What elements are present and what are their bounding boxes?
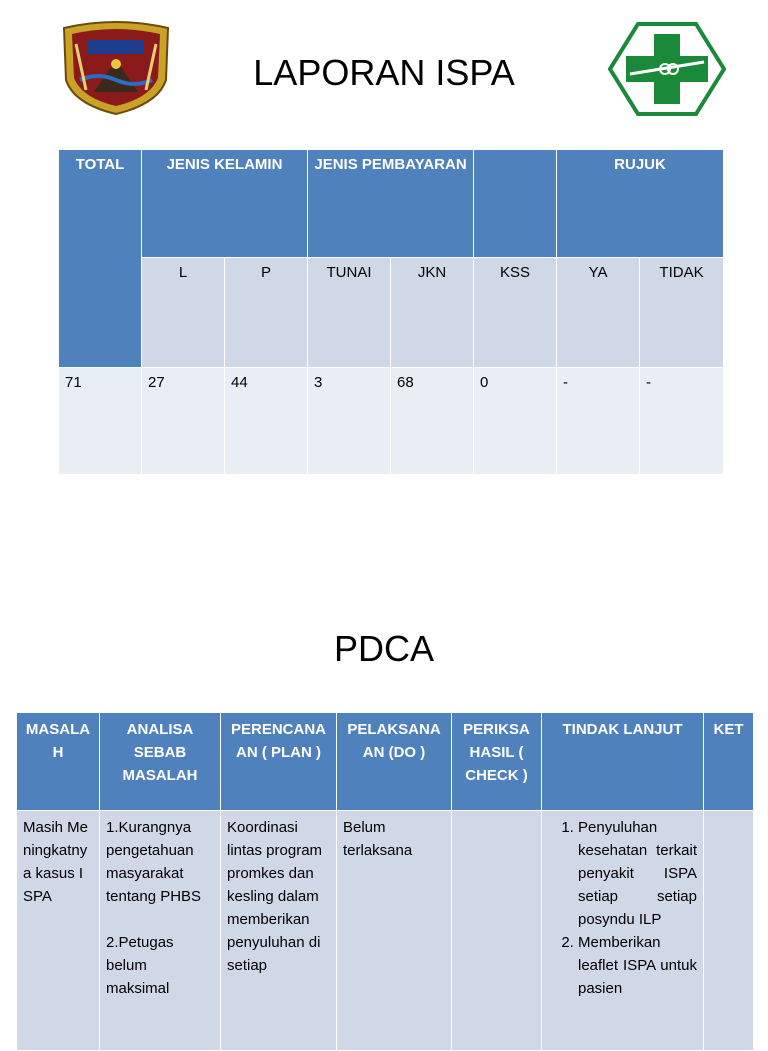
subheader-p: P bbox=[225, 258, 308, 368]
cell-analisa bbox=[100, 811, 221, 1051]
cell-p: 44 bbox=[225, 368, 308, 475]
tindak-lanjut-item: 1. Penyuluhan kesehatan terkait penyakit ISPA setiap setiap posyndu ILP bbox=[578, 816, 697, 931]
cell-tindak-lanjut bbox=[542, 811, 704, 1051]
puskesmas-cross-logo bbox=[608, 22, 726, 116]
tindak-lanjut-item: 2. Memberikan leaflet ISPA untuk pasien bbox=[578, 931, 697, 1000]
subheader-tunai: TUNAI bbox=[308, 258, 391, 368]
subheader-tidak: TIDAK bbox=[640, 258, 724, 368]
header-pelaksanaan: PELAKSANAAN (DO ) bbox=[337, 713, 452, 811]
pdca-table bbox=[16, 712, 754, 1051]
header-total: TOTAL bbox=[59, 150, 142, 368]
subheader-ya: YA bbox=[557, 258, 640, 368]
subheader-jkn: JKN bbox=[391, 258, 474, 368]
header-jenis-pembayaran: JENIS PEMBAYARAN bbox=[308, 150, 474, 258]
header-masalah: MASALAH bbox=[17, 713, 100, 811]
cell-kss: 0 bbox=[474, 368, 557, 475]
page-title: LAPORAN ISPA bbox=[253, 52, 515, 93]
cell-periksa bbox=[452, 811, 542, 1051]
regional-emblem-logo bbox=[58, 20, 174, 116]
header-blank bbox=[474, 150, 557, 258]
header-periksa: PERIKSA HASIL ( CHECK ) bbox=[452, 713, 542, 811]
header-tindak-lanjut: TINDAK LANJUT bbox=[542, 713, 704, 811]
cell-pelaksanaan: Belum terlaksana bbox=[337, 811, 452, 1051]
header-rujuk: RUJUK bbox=[557, 150, 724, 258]
cell-masalah: Masih Meningkatnya kasus ISPA bbox=[17, 811, 100, 1051]
cell-ket bbox=[704, 811, 754, 1051]
subheader-kss: KSS bbox=[474, 258, 557, 368]
analisa-item: 2.Petugas belum maksimal bbox=[106, 934, 174, 997]
cell-tidak: - bbox=[640, 368, 724, 475]
subheader-l: L bbox=[142, 258, 225, 368]
header-jenis-kelamin: JENIS KELAMIN bbox=[142, 150, 308, 258]
header-perencanaan: PERENCANAAN ( PLAN ) bbox=[221, 713, 337, 811]
cell-perencanaan: Koordinasi lintas program promkes dan kesling dalam memberikan penyuluhan di setiap bbox=[221, 811, 337, 1051]
cell-total: 71 bbox=[59, 368, 142, 475]
cell-ya: - bbox=[557, 368, 640, 475]
analisa-item: 1.Kurangnya pengetahuan masyarakat tentang PHBS bbox=[106, 819, 202, 905]
cell-l: 27 bbox=[142, 368, 225, 475]
cell-jkn: 68 bbox=[391, 368, 474, 475]
ispa-report-table bbox=[58, 149, 724, 475]
header-analisa: ANALISA SEBAB MASALAH bbox=[100, 713, 221, 811]
cell-tunai: 3 bbox=[308, 368, 391, 475]
header-ket: KET bbox=[704, 713, 754, 811]
pdca-title: PDCA bbox=[333, 628, 435, 669]
